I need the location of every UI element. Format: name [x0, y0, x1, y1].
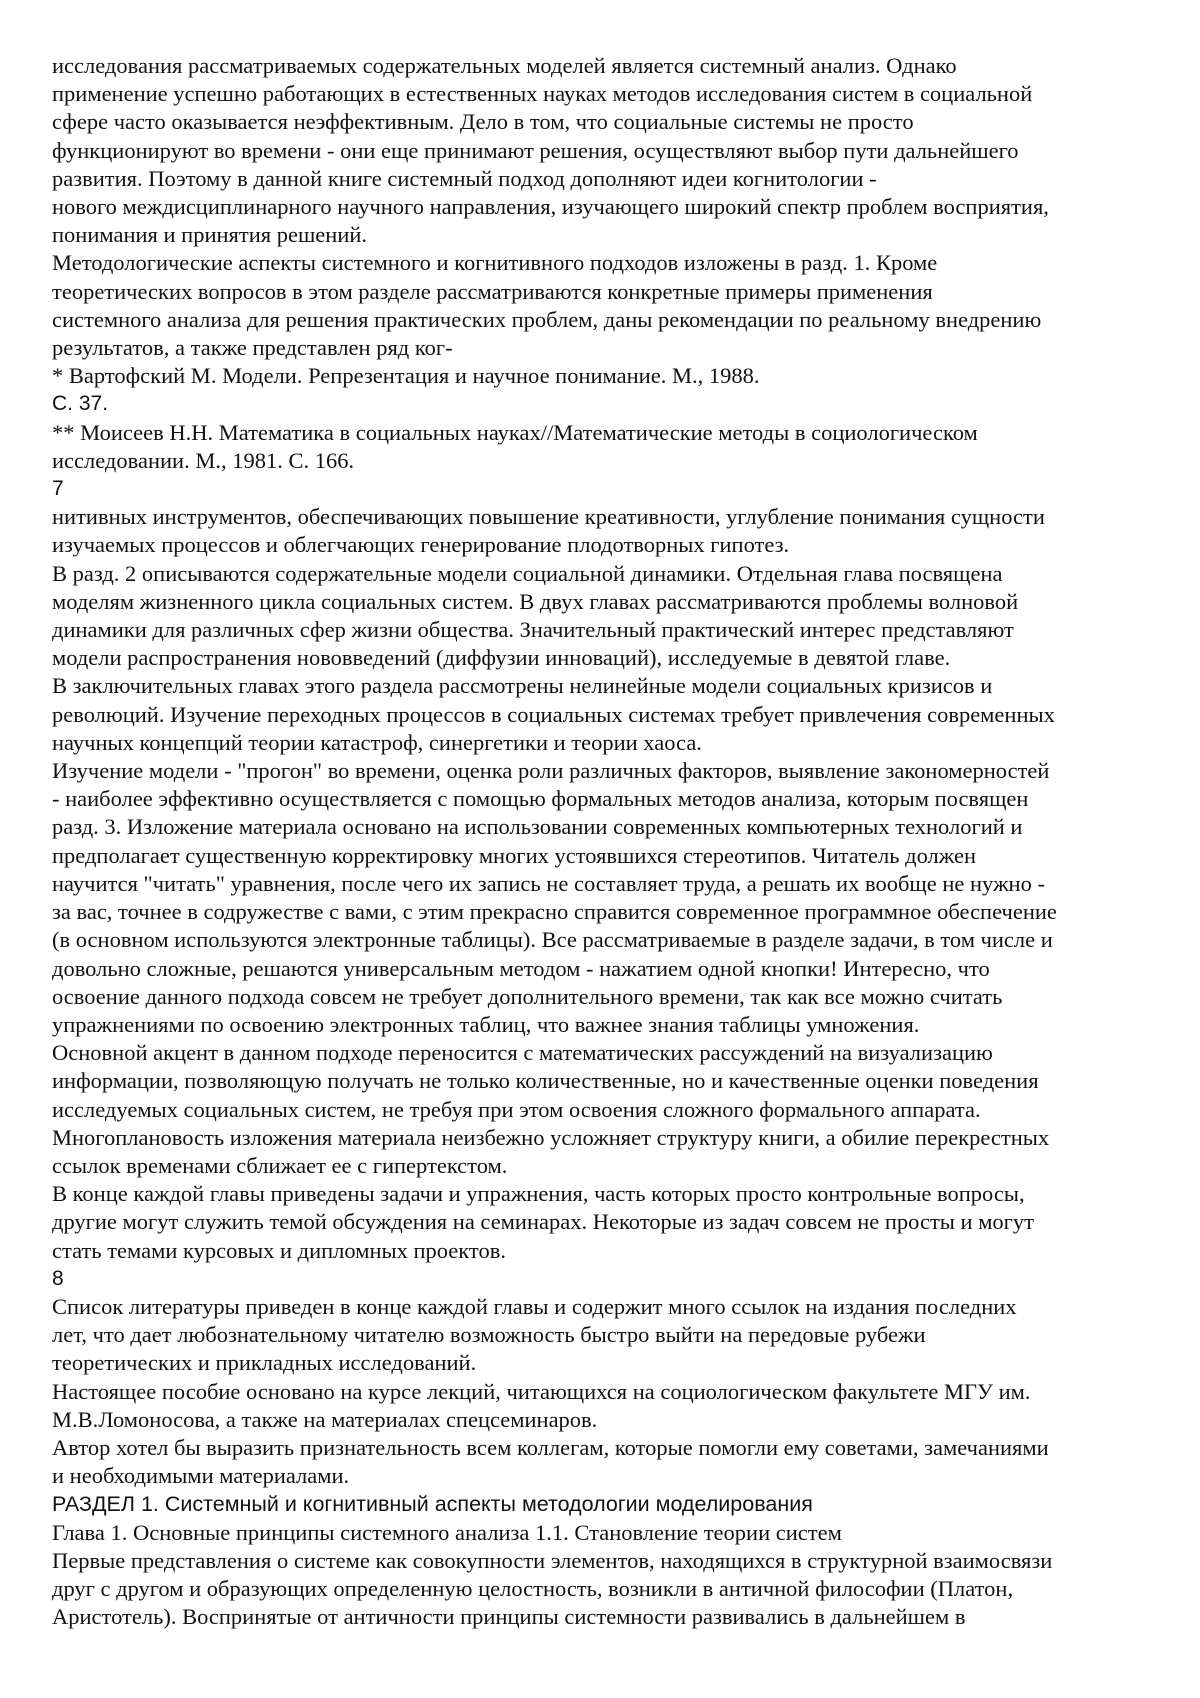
chapter-heading: Глава 1. Основные принципы системного анализа 1.1. Становление теории систем [52, 1519, 842, 1545]
text-line: В разд. 2 описываются содержательные модели социальной динамики. Отдельная глава посвящена [52, 560, 1003, 586]
text-line: развития. Поэтому в данной книге системный подход дополняют идеи когнитологии - [52, 165, 877, 191]
text-line: другие могут служить темой обсуждения на семинарах. Некоторые из задач совсем не просты и могут [52, 1209, 1034, 1235]
footnote-line: * Вартофский М. Модели. Репрезентация и научное понимание. М., 1988. [52, 363, 760, 389]
text-line: сфере часто оказывается неэффективным. Дело в том, что социальные системы не просто [52, 109, 914, 135]
text-line: Первые представления о системе как совокупности элементов, находящихся в структурной взаимосвязи [52, 1547, 1053, 1573]
text-line: В заключительных главах этого раздела рассмотрены нелинейные модели социальных кризисов и [52, 673, 993, 699]
text-line: изучаемых процессов и облегчающих генерирование плодотворных гипотез. [52, 532, 790, 558]
section-heading: РАЗДЕЛ 1. Системный и когнитивный аспекты методологии моделирования [52, 1492, 813, 1517]
footnote-line: С. 37. [52, 392, 109, 416]
page-number: 7 [52, 477, 64, 501]
text-line: исследуемых социальных систем, не требуя при этом освоения сложного формального аппарата. [52, 1096, 981, 1122]
text-line: Настоящее пособие основано на курсе лекций, читающихся на социологическом факультете МГУ им. [52, 1378, 1031, 1404]
text-line: Аристотель). Воспринятые от античности принципы системности развивались в дальнейшем в [52, 1604, 966, 1630]
text-line: Список литературы приведен в конце каждой главы и содержит много ссылок на издания последних [52, 1293, 1017, 1319]
text-line: В конце каждой главы приведены задачи и упражнения, часть которых просто контрольные вопросы, [52, 1181, 1025, 1207]
text-line: довольно сложные, решаются универсальным методом - нажатием одной кнопки! Интересно, что [52, 955, 990, 981]
text-line: результатов, а также представлен ряд ког- [52, 335, 453, 361]
text-line: Многоплановость изложения материала неизбежно усложняет структуру книги, а обилие перекрестных [52, 1124, 1050, 1150]
text-line: теоретических и прикладных исследований. [52, 1350, 477, 1376]
text-line: функционируют во времени - они еще принимают решения, осуществляют выбор пути дальнейшего [52, 137, 1019, 163]
text-line: революций. Изучение переходных процессов в социальных системах требует привлечения современных [52, 701, 1055, 727]
text-line: нитивных инструментов, обеспечивающих повышение креативности, углубление понимания сущности [52, 504, 1045, 530]
text-line: М.В.Ломоносова, а также на материалах спецсеминаров. [52, 1406, 598, 1432]
text-line: научится "читать" уравнения, после чего их запись не составляет труда, а решать их вообще не нужно - [52, 870, 1045, 896]
text-line: за вас, точнее в содружестве с вами, с этим прекрасно справится современное программное обеспечение [52, 899, 1057, 925]
text-line: применение успешно работающих в естественных науках методов исследования систем в социальной [52, 81, 1033, 107]
footnote-line: исследовании. М., 1981. С. 166. [52, 447, 355, 473]
text-line: нового междисциплинарного научного направления, изучающего широкий спектр проблем восприятия, [52, 194, 1049, 220]
text-line: Изучение модели - "прогон" во времени, оценка роли различных факторов, выявление закономерностей [52, 758, 1050, 784]
text-line: теоретических вопросов в этом разделе рассматриваются конкретные примеры применения [52, 278, 933, 304]
text-line: Основной акцент в данном подходе переносится с математических рассуждений на визуализацию [52, 1040, 993, 1066]
text-line: освоение данного подхода совсем не требует дополнительного времени, так как все можно считать [52, 983, 1003, 1009]
text-line: упражнениями по освоению электронных таблиц, что важнее знания таблицы умножения. [52, 1011, 920, 1037]
text-line: разд. 3. Изложение материала основано на использовании современных компьютерных технологий и [52, 814, 1023, 840]
text-line: ссылок временами сближает ее с гипертекстом. [52, 1152, 508, 1178]
document-page [52, 52, 1162, 1631]
text-line: Автор хотел бы выразить признательность всем коллегам, которые помогли ему советами, замечаниями [52, 1434, 1049, 1460]
text-line: понимания и принятия решений. [52, 222, 368, 248]
footnote-line: ** Моисеев Н.Н. Математика в социальных науках//Математические методы в социологическом [52, 419, 978, 445]
text-line: системного анализа для решения практических проблем, даны рекомендации по реальному внедрению [52, 306, 1042, 332]
text-line: стать темами курсовых и дипломных проектов. [52, 1237, 506, 1263]
text-line: друг с другом и образующих определенную целостность, возникли в античной философии (Платон, [52, 1575, 1014, 1601]
text-line: Методологические аспекты системного и когнитивного подходов изложены в разд. 1. Кроме [52, 250, 938, 276]
text-line: предполагает существенную корректировку многих устоявшихся стереотипов. Читатель должен [52, 842, 977, 868]
text-line: модели распространения нововведений (диффузии инноваций), исследуемые в девятой главе. [52, 645, 951, 671]
text-line: исследования рассматриваемых содержательных моделей является системный анализ. Однако [52, 53, 957, 78]
text-line: динамики для различных сфер жизни общества. Значительный практический интерес представляют [52, 617, 1014, 643]
text-line: информации, позволяющую получать не только количественные, но и качественные оценки поведения [52, 1068, 1039, 1094]
text-line: и необходимыми материалами. [52, 1463, 350, 1489]
text-line: - наиболее эффективно осуществляется с помощью формальных методов анализа, которым посвящен [52, 786, 1029, 812]
text-line: (в основном используются электронные таблицы). Все рассматриваемые в разделе задачи, в том числе и [52, 927, 1053, 953]
text-line: моделям жизненного цикла социальных систем. В двух главах рассматриваются проблемы волновой [52, 588, 1019, 614]
page-number: 8 [52, 1266, 64, 1290]
text-line: лет, что дает любознательному читателю возможность быстро выйти на передовые рубежи [52, 1322, 926, 1348]
text-line: научных концепций теории катастроф, синергетики и теории хаоса. [52, 729, 702, 755]
